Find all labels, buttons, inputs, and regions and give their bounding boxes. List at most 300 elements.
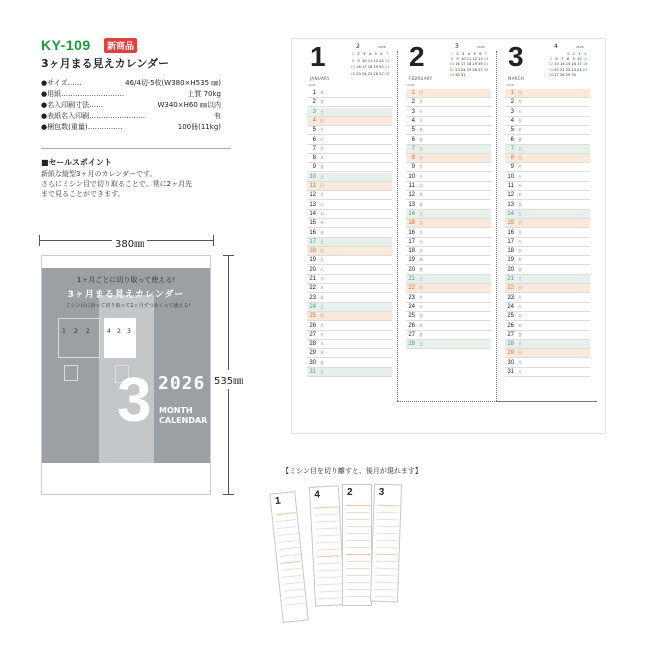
cover-mini-label: 1 bbox=[62, 328, 66, 335]
day-row bbox=[406, 154, 491, 163]
mini-day: 11 bbox=[466, 57, 472, 62]
weekday-mark: 木 bbox=[419, 257, 423, 263]
sheet-row-line bbox=[375, 568, 397, 570]
month-name: JANUARY bbox=[310, 76, 330, 81]
day-number: 1 bbox=[411, 90, 415, 96]
day-row bbox=[307, 145, 392, 154]
sheet-row-line bbox=[317, 569, 341, 571]
cover-title: 3ヶ月まる見えカレンダー bbox=[67, 290, 185, 300]
day-row bbox=[406, 191, 491, 200]
stacked-sheet bbox=[370, 484, 402, 603]
mini-day: 10 bbox=[577, 57, 582, 62]
day-row bbox=[307, 98, 392, 107]
day-number: 24 bbox=[309, 303, 316, 310]
day-number: 19 bbox=[309, 257, 316, 264]
day-row bbox=[406, 284, 491, 293]
mini-day: 30 bbox=[455, 72, 460, 77]
day-number: 28 bbox=[408, 341, 415, 348]
day-row bbox=[505, 359, 590, 368]
dimension-tick bbox=[223, 255, 234, 256]
mini-day: 20 bbox=[379, 65, 384, 69]
weekday-mark: 日 bbox=[419, 90, 423, 95]
cover-year: 2026 bbox=[158, 373, 206, 394]
day-number: 28 bbox=[309, 341, 316, 348]
sheet-row-line bbox=[280, 554, 300, 557]
dimension-tick bbox=[39, 235, 40, 246]
weekday-mark: 金 bbox=[419, 331, 423, 337]
day-number: 7 bbox=[510, 145, 514, 152]
day-number: 26 bbox=[408, 322, 415, 329]
day-number: 18 bbox=[408, 248, 415, 255]
weekday-mark: 土 bbox=[518, 341, 522, 347]
day-number: 10 bbox=[408, 173, 415, 180]
weekday-mark: 水 bbox=[518, 313, 522, 319]
day-number: 11 bbox=[408, 183, 415, 189]
weekday-mark: 日 bbox=[320, 313, 324, 319]
mini-day: 16 bbox=[356, 65, 361, 69]
sheet-row-line bbox=[282, 575, 302, 578]
mini-day: 23 bbox=[356, 71, 361, 76]
spec-value: 有 bbox=[214, 112, 221, 120]
sheet-month-number: 4 bbox=[314, 489, 321, 501]
sheet-row-line bbox=[375, 575, 397, 577]
mini-day: 21 bbox=[559, 67, 565, 72]
sheet-row-line bbox=[317, 555, 341, 557]
day-row bbox=[406, 117, 491, 126]
day-row bbox=[505, 182, 590, 191]
day-row bbox=[406, 89, 491, 98]
day-number: 10 bbox=[309, 173, 316, 180]
day-number: 13 bbox=[507, 201, 514, 208]
sheet-row-line bbox=[318, 576, 342, 578]
weekday-mark: 金 bbox=[518, 331, 522, 337]
day-number: 16 bbox=[507, 229, 514, 236]
day-number: 12 bbox=[309, 192, 316, 199]
year-subrow: 2026 bbox=[506, 83, 514, 87]
cover-calendar-text: CALENDAR bbox=[159, 416, 208, 425]
sheet-row-line bbox=[346, 519, 370, 520]
weekday-mark: 土 bbox=[518, 145, 522, 151]
day-number: 25 bbox=[507, 313, 514, 320]
day-row bbox=[406, 247, 491, 256]
mini-day: 10 bbox=[361, 58, 367, 63]
mini-day: 30 bbox=[571, 72, 576, 77]
day-number: 27 bbox=[309, 331, 316, 338]
mini-day: 6 bbox=[380, 52, 383, 56]
day-number: 17 bbox=[507, 238, 514, 245]
weekday-mark: 金 bbox=[419, 266, 423, 272]
day-row bbox=[406, 210, 491, 219]
weekday-mark: 月 bbox=[419, 164, 423, 170]
sheet-row-line bbox=[346, 547, 370, 548]
day-row bbox=[406, 312, 491, 321]
day-row bbox=[307, 201, 392, 210]
day-row bbox=[307, 108, 392, 117]
day-number: 16 bbox=[309, 229, 316, 236]
weekday-mark: 日 bbox=[518, 285, 522, 291]
mini-day: 11 bbox=[367, 58, 373, 63]
weekday-mark: 土 bbox=[419, 341, 423, 347]
mini-day: 8 bbox=[351, 58, 354, 63]
mini-day: 26 bbox=[548, 72, 554, 77]
mini-day: 18 bbox=[466, 62, 472, 67]
day-number: 27 bbox=[408, 331, 415, 338]
day-number: 22 bbox=[408, 285, 415, 292]
day-row bbox=[406, 256, 491, 265]
mini-day: 2 bbox=[572, 52, 575, 56]
day-number: 7 bbox=[411, 145, 415, 152]
weekday-mark: 金 bbox=[320, 229, 324, 235]
mini-day: 6 bbox=[479, 52, 482, 56]
weekday-mark: 火 bbox=[518, 238, 522, 244]
day-number: 11 bbox=[309, 183, 316, 189]
mini-day: 29 bbox=[565, 72, 571, 77]
spec-label: ●名入印刷寸法…… bbox=[41, 101, 104, 109]
day-row bbox=[307, 331, 392, 340]
cover-mini-sheet bbox=[64, 365, 78, 381]
next-month-mini-grid bbox=[350, 52, 390, 78]
day-number: 14 bbox=[309, 210, 316, 217]
mini-day: 23 bbox=[571, 67, 576, 72]
weekday-mark: 水 bbox=[419, 117, 423, 123]
day-number: 21 bbox=[507, 276, 514, 282]
mini-day: 25 bbox=[367, 71, 373, 76]
day-row bbox=[505, 154, 590, 163]
weekday-mark: 水 bbox=[419, 183, 423, 188]
sheet-row-line bbox=[346, 540, 370, 541]
weekday-mark: 金 bbox=[320, 164, 324, 170]
mini-day: 22 bbox=[449, 67, 455, 72]
weekday-mark: 日 bbox=[518, 220, 522, 226]
month-column bbox=[502, 39, 592, 433]
day-number: 5 bbox=[510, 127, 514, 134]
weekday-mark: 木 bbox=[320, 350, 324, 356]
mini-day: 8 bbox=[566, 57, 570, 62]
day-number: 12 bbox=[507, 192, 514, 199]
day-row bbox=[505, 322, 590, 331]
mini-day: 27 bbox=[554, 72, 559, 77]
day-row bbox=[505, 256, 590, 265]
weekday-mark: 土 bbox=[320, 303, 324, 309]
weekday-mark: 水 bbox=[320, 210, 324, 216]
mini-day: 13 bbox=[478, 57, 483, 62]
day-row bbox=[505, 117, 590, 126]
day-number: 2 bbox=[510, 99, 514, 106]
dimension-tick bbox=[213, 235, 214, 246]
weekday-mark: 金 bbox=[320, 294, 324, 300]
day-number: 9 bbox=[312, 164, 316, 171]
day-number: 17 bbox=[408, 238, 415, 245]
day-row bbox=[505, 145, 590, 154]
mini-day: 1 bbox=[450, 52, 453, 56]
day-row bbox=[406, 322, 491, 331]
day-number: 24 bbox=[408, 303, 415, 310]
sheet-row-line bbox=[374, 589, 396, 591]
day-number: 3 bbox=[411, 108, 415, 115]
cover-subtext: ミシン目に沿って切り取って1ヶ月ずつめくって使える! bbox=[65, 303, 191, 309]
day-row bbox=[406, 331, 491, 340]
weekday-mark: 月 bbox=[419, 229, 423, 235]
day-row bbox=[307, 173, 392, 182]
weekday-mark: 日 bbox=[320, 117, 324, 123]
weekday-mark: 火 bbox=[419, 108, 423, 114]
weekday-mark: 火 bbox=[518, 173, 522, 179]
mini-year: 2026 bbox=[576, 45, 584, 49]
spec-value: 100冊(11kg) bbox=[177, 123, 221, 131]
spec-value: W340×H60 ㎜以内 bbox=[157, 101, 221, 109]
day-row bbox=[307, 275, 392, 284]
cover-mini-label: 4 bbox=[107, 328, 111, 335]
sheet-row-line bbox=[377, 505, 399, 507]
sheet-row-line bbox=[278, 540, 298, 543]
sheet-row-line bbox=[283, 582, 303, 585]
day-number: 14 bbox=[408, 210, 415, 217]
sheet-row-line bbox=[346, 596, 370, 597]
day-number: 28 bbox=[507, 341, 514, 348]
day-row bbox=[406, 219, 491, 228]
weekday-mark: 日 bbox=[419, 285, 423, 291]
sheet-row-line bbox=[346, 589, 370, 590]
day-row bbox=[307, 312, 392, 321]
day-number: 26 bbox=[507, 322, 514, 329]
weekday-mark: 木 bbox=[518, 192, 522, 198]
day-row bbox=[505, 247, 590, 256]
day-number: 17 bbox=[309, 238, 316, 245]
mini-day: 14 bbox=[384, 58, 390, 63]
day-row bbox=[307, 368, 392, 377]
day-row bbox=[307, 247, 392, 256]
mini-day: 19 bbox=[472, 62, 477, 67]
mini-day: 17 bbox=[361, 65, 367, 69]
day-row bbox=[505, 89, 590, 98]
day-row bbox=[307, 238, 392, 247]
mini-day: 22 bbox=[350, 71, 356, 76]
day-number: 19 bbox=[507, 257, 514, 264]
sheet-row-line bbox=[315, 534, 339, 536]
day-number: 19 bbox=[408, 257, 415, 264]
day-number: 8 bbox=[312, 155, 316, 162]
weekday-mark: 月 bbox=[320, 192, 324, 198]
new-product-badge: 新商品 bbox=[104, 38, 137, 53]
day-row bbox=[406, 266, 491, 275]
day-row bbox=[406, 201, 491, 210]
day-number: 27 bbox=[507, 331, 514, 338]
sheet-month-number: 1 bbox=[274, 495, 282, 508]
perforation-line bbox=[397, 51, 398, 401]
day-row bbox=[505, 210, 590, 219]
mini-day: 24 bbox=[577, 67, 582, 72]
day-number: 31 bbox=[507, 369, 514, 375]
mini-day: 2 bbox=[456, 52, 459, 56]
sheet-row-line bbox=[314, 513, 338, 515]
mini-day: 24 bbox=[460, 67, 466, 72]
sheet-row-line bbox=[315, 527, 339, 529]
day-row bbox=[406, 238, 491, 247]
weekday-mark: 水 bbox=[419, 313, 423, 319]
day-row bbox=[307, 89, 392, 98]
sheet-row-line bbox=[276, 519, 296, 522]
month-name: FEBRUARY bbox=[409, 76, 433, 81]
dimension-tick bbox=[223, 494, 234, 495]
month-number: 1 bbox=[310, 41, 326, 72]
mini-day: 21 bbox=[384, 65, 390, 69]
mini-day: 25 bbox=[582, 67, 588, 72]
day-number: 1 bbox=[510, 90, 514, 96]
day-number: 13 bbox=[309, 201, 316, 208]
next-month-mini-grid bbox=[449, 52, 489, 78]
weekday-mark: 土 bbox=[320, 238, 324, 244]
mini-day: 9 bbox=[456, 57, 459, 62]
sheet-row-line bbox=[279, 547, 299, 550]
sheet-row-line bbox=[374, 596, 396, 598]
cover-mini-sheet bbox=[58, 318, 100, 358]
sheet-row-line bbox=[377, 526, 399, 528]
day-number: 26 bbox=[309, 322, 316, 329]
day-number: 6 bbox=[411, 136, 415, 143]
day-row bbox=[406, 303, 491, 312]
mini-day: 15 bbox=[350, 65, 356, 69]
weekday-mark: 木 bbox=[320, 285, 324, 291]
stacked-sheet bbox=[342, 484, 372, 606]
mini-day: 18 bbox=[582, 62, 588, 67]
weekday-mark: 月 bbox=[320, 322, 324, 328]
day-number: 6 bbox=[312, 136, 316, 143]
day-number: 7 bbox=[312, 145, 316, 152]
sheet-row-line bbox=[318, 583, 342, 585]
weekday-mark: 日 bbox=[518, 90, 522, 95]
weekday-mark: 月 bbox=[518, 99, 522, 105]
day-row bbox=[406, 136, 491, 145]
mini-day: 24 bbox=[361, 71, 367, 76]
sheet-row-line bbox=[284, 596, 304, 599]
mini-day: 16 bbox=[455, 62, 460, 67]
day-row bbox=[307, 266, 392, 275]
divider bbox=[41, 148, 231, 149]
sheet-row-line bbox=[346, 582, 370, 583]
weekday-mark: 月 bbox=[320, 257, 324, 263]
sheet-row-line bbox=[346, 575, 370, 576]
spec-value: 上質 70kg bbox=[187, 90, 221, 98]
mini-day: 7 bbox=[561, 57, 564, 62]
day-row bbox=[307, 219, 392, 228]
sheet-row-line bbox=[346, 533, 370, 534]
weekday-mark: 土 bbox=[320, 173, 324, 179]
perforation-line bbox=[496, 51, 497, 401]
mini-day: 11 bbox=[582, 57, 588, 62]
day-number: 20 bbox=[309, 266, 316, 273]
sheet-row-line bbox=[316, 541, 340, 543]
weekday-mark: 木 bbox=[518, 322, 522, 328]
day-number: 5 bbox=[411, 127, 415, 134]
day-number: 4 bbox=[312, 117, 316, 124]
sheet-row-line bbox=[346, 568, 370, 569]
day-number: 20 bbox=[408, 266, 415, 273]
sheet-row-line bbox=[277, 526, 297, 529]
weekday-mark: 月 bbox=[518, 294, 522, 300]
weekday-mark: 日 bbox=[419, 155, 423, 161]
weekday-mark: 火 bbox=[518, 108, 522, 114]
weekday-mark: 月 bbox=[320, 127, 324, 133]
spec-label: ●サイズ…… bbox=[41, 79, 82, 87]
mini-day: 1 bbox=[566, 52, 570, 56]
day-row bbox=[307, 182, 392, 191]
sales-point-line: 新紙な縦型3ヶ月のカレンダーです。 bbox=[41, 170, 157, 178]
weekday-mark: 木 bbox=[320, 220, 324, 226]
height-dimension-label: 535㎜ bbox=[214, 370, 243, 389]
sheet-row-line bbox=[318, 590, 342, 592]
day-row bbox=[307, 229, 392, 238]
day-row bbox=[505, 136, 590, 145]
day-row bbox=[505, 238, 590, 247]
mini-year: 2026 bbox=[378, 45, 386, 49]
weekday-mark: 金 bbox=[419, 201, 423, 207]
day-number: 8 bbox=[411, 155, 415, 162]
weekday-mark: 木 bbox=[320, 155, 324, 161]
mini-day: 15 bbox=[565, 62, 571, 67]
day-row bbox=[505, 191, 590, 200]
day-number: 29 bbox=[507, 350, 514, 357]
cover-month-text: MONTH bbox=[159, 406, 193, 415]
day-number: 6 bbox=[510, 136, 514, 143]
weekday-mark: 火 bbox=[320, 331, 324, 337]
day-row bbox=[505, 349, 590, 358]
day-row bbox=[505, 284, 590, 293]
mini-day: 4 bbox=[467, 52, 471, 56]
weekday-mark: 火 bbox=[320, 201, 324, 207]
day-number: 1 bbox=[312, 90, 316, 96]
cover-mini-sheet bbox=[104, 318, 136, 358]
year-subrow: 2026 bbox=[308, 83, 316, 87]
weekday-mark: 水 bbox=[320, 276, 324, 281]
mini-day: 12 bbox=[548, 62, 554, 67]
day-row bbox=[307, 322, 392, 331]
day-row bbox=[307, 349, 392, 358]
sheet-row-line bbox=[376, 547, 398, 549]
weekday-mark: 火 bbox=[518, 303, 522, 309]
weekday-mark: 日 bbox=[518, 155, 522, 161]
mini-day: 15 bbox=[449, 62, 455, 67]
weekday-mark: 火 bbox=[419, 303, 423, 309]
day-number: 23 bbox=[408, 294, 415, 301]
sales-point-line: まで見ることができます。 bbox=[41, 190, 125, 198]
weekday-mark: 木 bbox=[419, 322, 423, 328]
day-row bbox=[505, 368, 590, 377]
day-number: 3 bbox=[510, 108, 514, 115]
mini-day: 31 bbox=[460, 72, 466, 77]
next-month-number: 2 bbox=[356, 43, 360, 50]
day-row bbox=[505, 331, 590, 340]
day-row bbox=[505, 312, 590, 321]
weekday-mark: 金 bbox=[419, 136, 423, 142]
sheet-row-line bbox=[375, 582, 397, 584]
mini-day: 4 bbox=[583, 52, 587, 56]
day-row bbox=[406, 108, 491, 117]
weekday-mark: 日 bbox=[419, 220, 423, 226]
spec-cover-print bbox=[41, 111, 221, 121]
next-month-number: 4 bbox=[554, 43, 558, 50]
day-number: 31 bbox=[309, 369, 316, 375]
mini-day: 26 bbox=[472, 67, 477, 72]
day-row bbox=[406, 126, 491, 135]
sheet-row-line bbox=[377, 512, 399, 514]
mini-day: 27 bbox=[478, 67, 483, 72]
sheet-row-line bbox=[316, 548, 340, 550]
sheet-row-line bbox=[275, 512, 295, 515]
weekday-mark: 月 bbox=[419, 99, 423, 105]
day-number: 13 bbox=[408, 201, 415, 208]
day-number: 22 bbox=[309, 285, 316, 292]
sheet-row-line bbox=[375, 561, 397, 563]
